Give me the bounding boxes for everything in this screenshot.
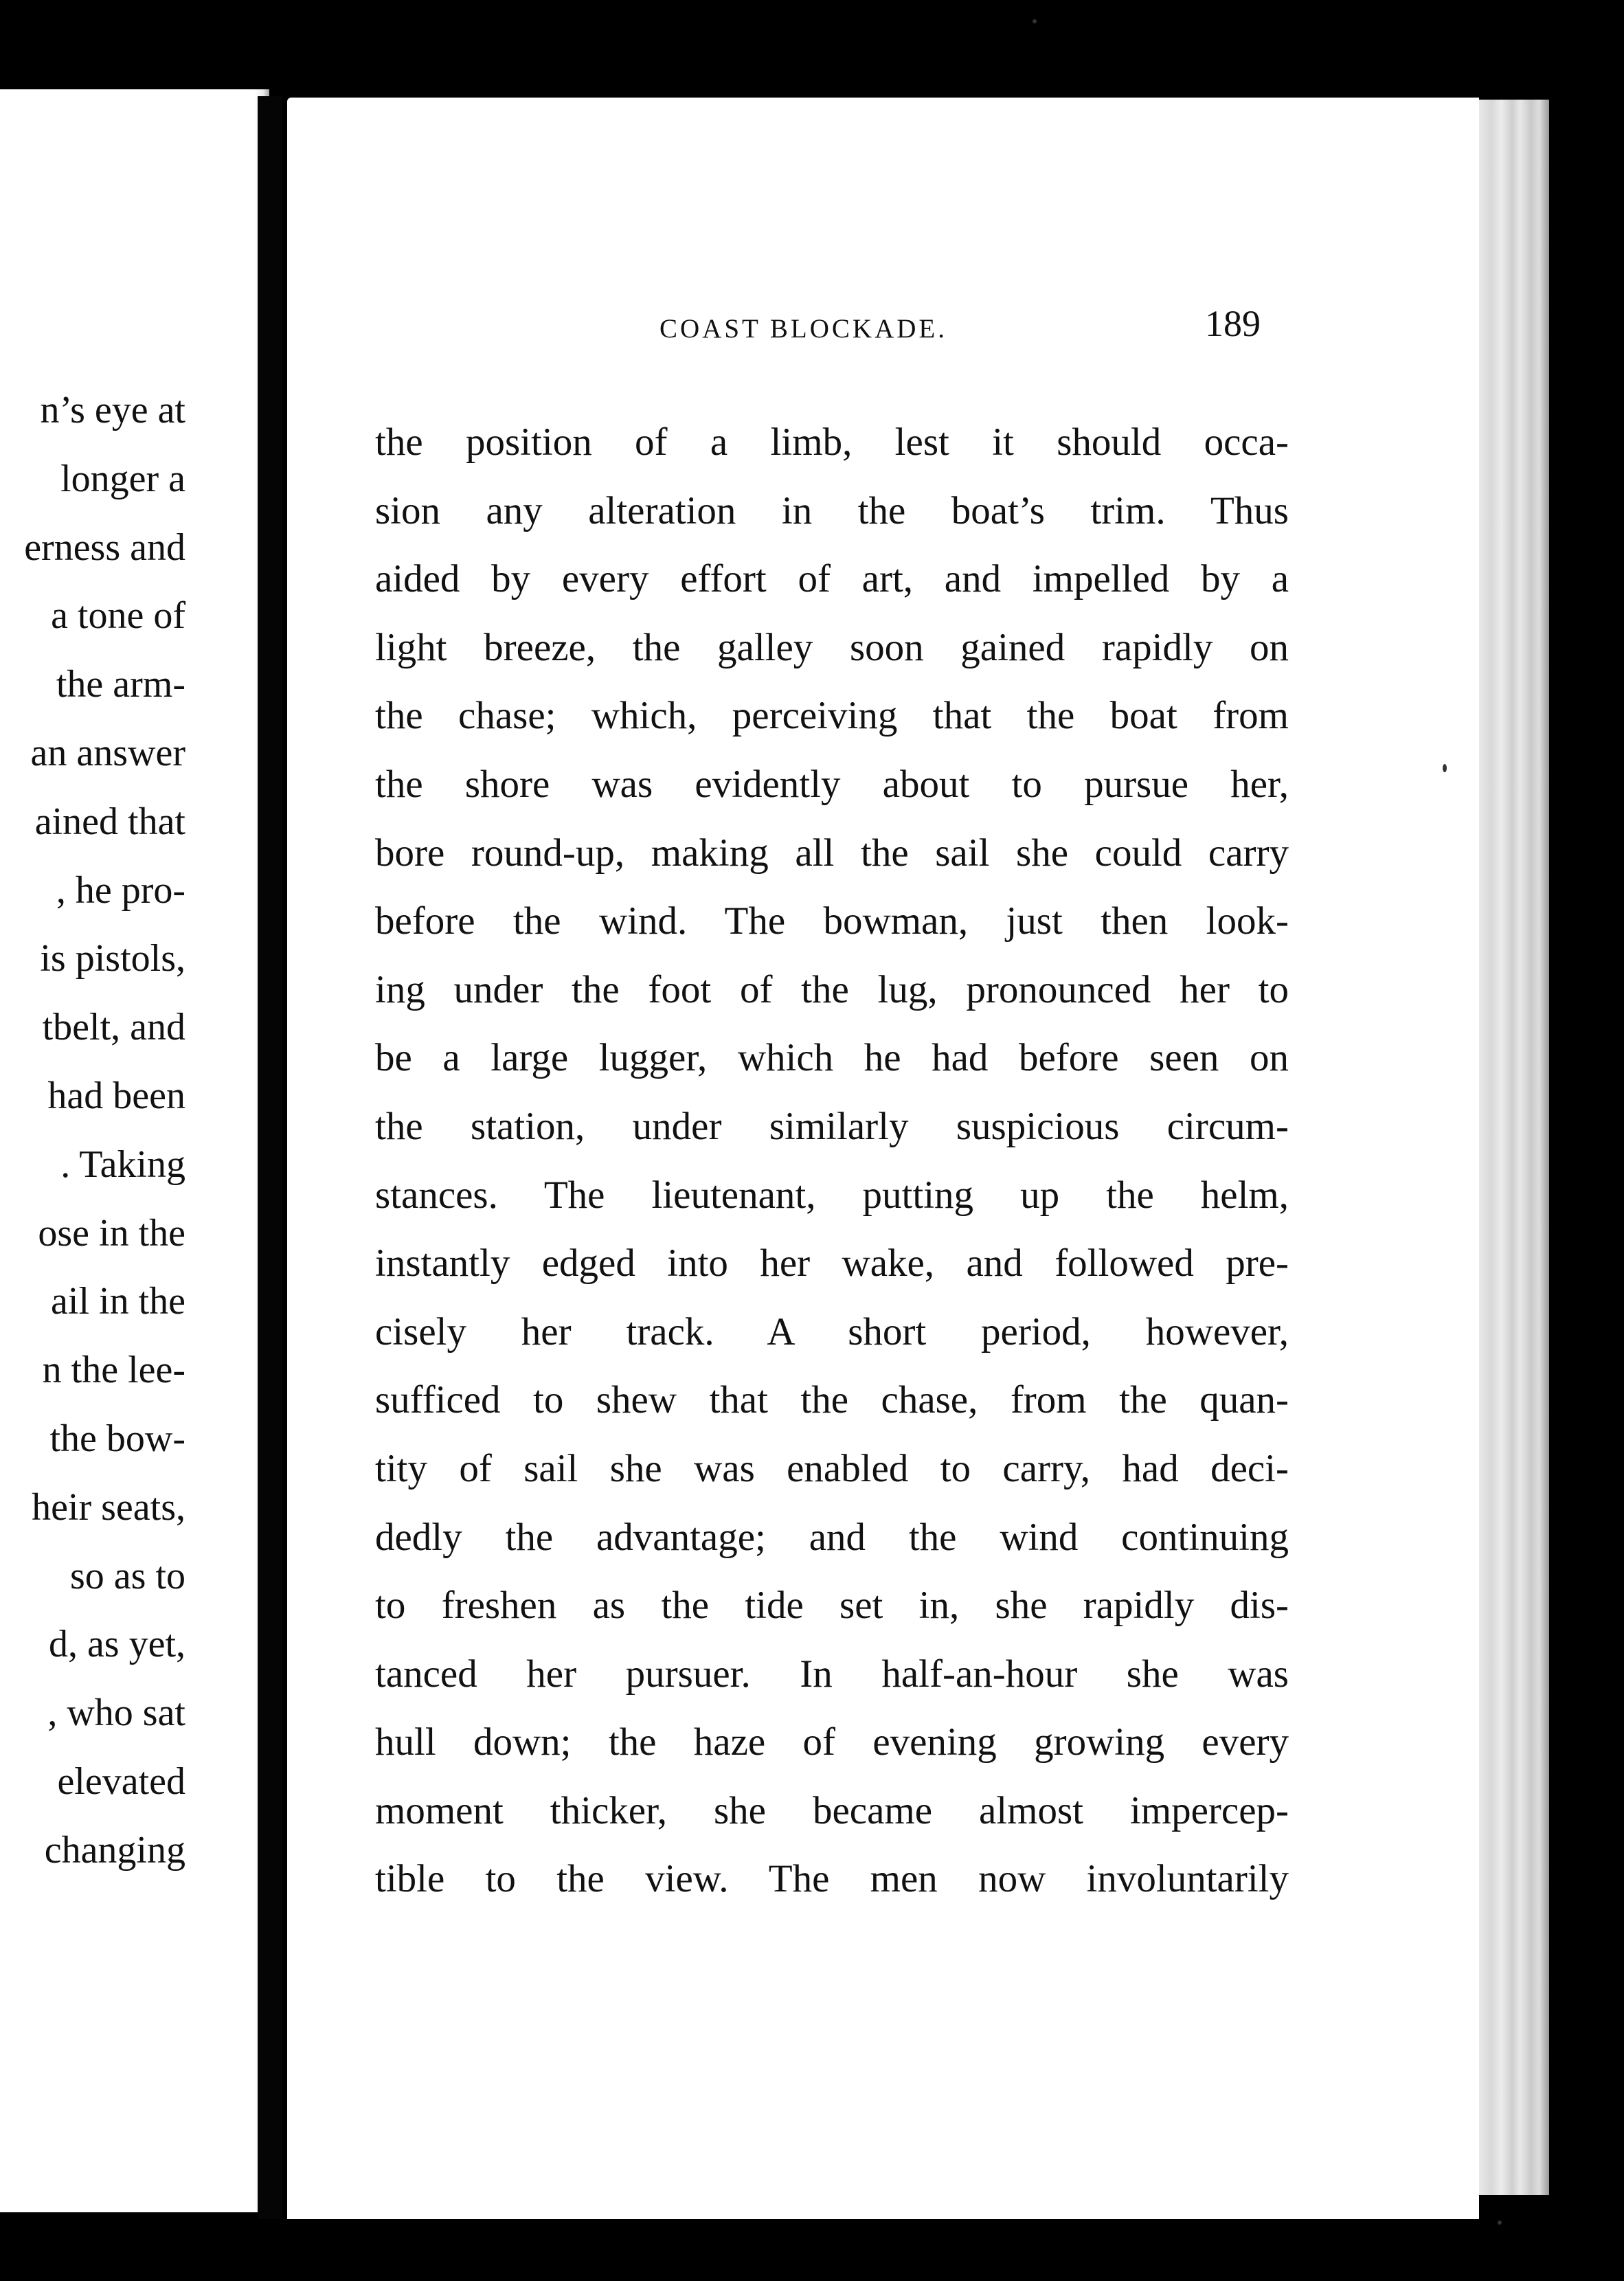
text-line: to freshen as the tide set in, she rapidly dis- (375, 1584, 1289, 1628)
left-text-line: n the lee- (42, 1349, 185, 1392)
left-text-line: elevated (57, 1760, 185, 1803)
left-text-line: erness and (24, 526, 185, 569)
text-line: stances. The lieutenant, putting up the helm, (375, 1173, 1289, 1217)
left-facing-page (0, 89, 269, 2212)
text-line: ing under the foot of the lug, pronounced her to (375, 967, 1289, 1011)
left-text-line: ained that (34, 800, 185, 843)
left-text-line: is pistols, (40, 937, 185, 980)
text-line: sufficed to shew that the chase, from the quan- (375, 1378, 1289, 1422)
text-line: cisely her track. A short period, however, (375, 1310, 1289, 1353)
left-text-line: an answer (30, 731, 185, 774)
left-text-line: , he pro- (56, 868, 185, 912)
running-head: COAST BLOCKADE. (659, 314, 947, 344)
scan-speck (1498, 2221, 1502, 2225)
left-text-line: the arm- (56, 663, 185, 706)
text-line: aided by every effort of art, and impelled by a (375, 557, 1289, 601)
text-line: tity of sail she was enabled to carry, had deci- (375, 1446, 1289, 1490)
text-line: the position of a limb, lest it should occa- (375, 420, 1289, 464)
left-text-line: heir seats, (32, 1485, 185, 1529)
right-page-text (375, 408, 1289, 1913)
left-text-line: n’s eye at (40, 389, 185, 431)
text-line: hull down; the haze of evening growing every (375, 1720, 1289, 1764)
left-text-line: so as to (70, 1554, 185, 1597)
scan-speck (1443, 764, 1447, 772)
left-text-line: changing (44, 1828, 185, 1872)
text-line: before the wind. The bowman, just then look- (375, 899, 1289, 943)
page-number: 189 (1205, 303, 1261, 344)
left-text-line: , who sat (47, 1692, 185, 1735)
text-line: light breeze, the galley soon gained rapidly on (375, 625, 1289, 669)
text-line: tanced her pursuer. In half-an-hour she was (375, 1652, 1289, 1696)
text-line: the chase; which, perceiving that the boat from (375, 694, 1289, 738)
scan-speck (1033, 19, 1037, 23)
left-text-line: tbelt, and (42, 1006, 185, 1049)
left-text-line: . Taking (60, 1143, 185, 1186)
left-text-line: the bow- (49, 1417, 185, 1460)
book-spine (258, 96, 282, 2219)
left-text-line: had been (47, 1074, 185, 1117)
left-page-text (24, 377, 185, 1885)
text-line: be a large lugger, which he had before seen on (375, 1036, 1289, 1080)
left-text-line: longer a (60, 457, 185, 500)
text-line: moment thicker, she became almost impercep- (375, 1788, 1289, 1832)
left-text-line: ose in the (38, 1211, 185, 1255)
text-line: the station, under similarly suspicious circum- (375, 1104, 1289, 1148)
left-text-line: a tone of (51, 594, 185, 638)
text-line: dedly the advantage; and the wind continuing (375, 1515, 1289, 1559)
text-line: bore round-up, making all the sail she could carry (375, 831, 1289, 875)
text-line: sion any alteration in the boat’s trim. Thus (375, 488, 1289, 532)
page-edges (1467, 100, 1549, 2195)
text-line: tible to the view. The men now involuntarily (375, 1857, 1289, 1901)
left-text-line: d, as yet, (48, 1623, 185, 1666)
text-line: instantly edged into her wake, and followed pre- (375, 1241, 1289, 1285)
left-text-line: ail in the (51, 1280, 185, 1323)
text-line: the shore was evidently about to pursue her, (375, 762, 1289, 806)
